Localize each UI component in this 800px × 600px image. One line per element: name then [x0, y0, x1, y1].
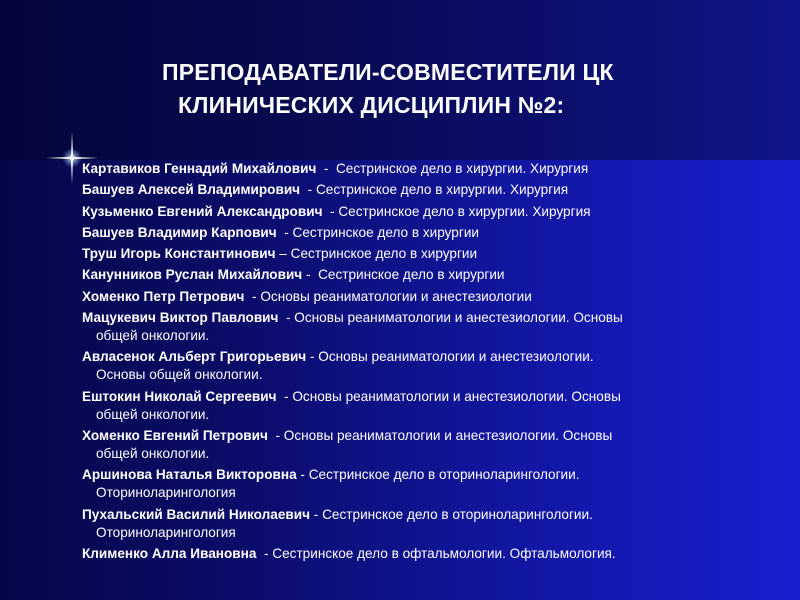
teacher-name: Ештокин Николай Сергеевич [82, 388, 277, 404]
separator: - [306, 349, 319, 365]
teacher-name: Клименко Алла Ивановна [82, 545, 257, 561]
subject-text: Сестринское дело в хирургии. Хирургия [335, 161, 589, 176]
teacher-name: Мацукевич Виктор Павлович [82, 310, 279, 326]
teacher-name: Канунников Руслан Михайлович [82, 267, 303, 283]
subject-text: Сестринское дело в офтальмологии. Офтальмология. [272, 545, 616, 561]
teacher-name: Труш Игорь Константинович [82, 246, 276, 262]
separator: - [316, 161, 336, 176]
page-title [80, 56, 760, 122]
list-item [82, 224, 744, 242]
teacher-name: Хоменко Евгений Петрович [82, 427, 268, 443]
teacher-name: Башуев Владимир Карпович [82, 224, 277, 240]
title-line-1: ПРЕПОДАВАТЕЛИ-СОВМЕСТИТЕЛИ ЦК [162, 59, 614, 85]
list-item [82, 388, 744, 424]
teacher-name: Хоменко Петр Петрович [82, 288, 245, 304]
separator: - [244, 288, 261, 304]
subject-text: Сестринское дело в хирургии. Хирургия [338, 203, 591, 219]
subject-continuation: Основы общей онкологии. [96, 367, 263, 383]
teacher-name: Кузьменко Евгений Александрович [82, 203, 323, 219]
list-item [82, 245, 744, 263]
teacher-name: Авласенок Альберт Григорьевич [82, 349, 307, 365]
separator: - [310, 506, 323, 522]
subject-text: Сестринское дело в хирургии [318, 267, 505, 283]
separator: – [275, 246, 291, 262]
list-item [82, 545, 744, 563]
separator: - [302, 267, 319, 283]
list-item [82, 466, 744, 502]
separator: - [296, 467, 309, 483]
list-item [82, 181, 744, 199]
subject-text: Основы реаниматологии и анестезиологии. [318, 349, 594, 365]
teacher-name: Башуев Алексей Владимирович [82, 182, 301, 198]
subject-text: Сестринское дело в хирургии. Хирургия [315, 182, 569, 198]
teacher-name: Аршинова Наталья Викторовна [82, 467, 297, 483]
separator: - [256, 545, 273, 561]
subject-continuation: общей онкологии. [96, 445, 210, 461]
separator: - [276, 388, 293, 404]
title-line-2: КЛИНИЧЕСКИХ ДИСЦИПЛИН №2: [178, 92, 565, 118]
separator: - [278, 310, 295, 326]
subject-text: Сестринское дело в оториноларингологии. [308, 467, 580, 483]
separator: - [322, 203, 339, 219]
teacher-name: Картавиков Геннадий Михайлович [82, 161, 317, 176]
subject-text: Сестринское дело в оториноларингологии. [322, 506, 593, 522]
subject-continuation: общей онкологии. [96, 328, 210, 344]
subject-text: Основы реаниматологии и анестезиологии [260, 288, 532, 304]
list-item [82, 506, 744, 542]
subject-text: Основы реаниматологии и анестезиологии. Основы [292, 388, 621, 404]
subject-text: Сестринское дело в хирургии [292, 224, 480, 240]
subject-continuation: Оториноларингология [96, 524, 236, 540]
list-item [82, 427, 744, 463]
subject-text: Основы реаниматологии и анестезиологии. Основы [294, 310, 623, 326]
teacher-name: Пухальский Василий Николаевич [82, 506, 311, 522]
separator: - [300, 182, 316, 198]
list-item [82, 288, 744, 306]
subject-continuation: Оториноларингология [96, 485, 236, 501]
separator: - [276, 224, 293, 240]
list-item [82, 348, 744, 384]
list-item [82, 203, 744, 221]
teacher-list [82, 160, 744, 566]
list-item [82, 309, 744, 345]
list-item [82, 160, 744, 178]
list-item [82, 266, 744, 284]
subject-continuation: общей онкологии. [96, 406, 210, 422]
separator: - [267, 427, 284, 443]
subject-text: Основы реаниматологии и анестезиологии. Основы [283, 427, 613, 443]
subject-text: Сестринское дело в хирургии [290, 246, 478, 262]
